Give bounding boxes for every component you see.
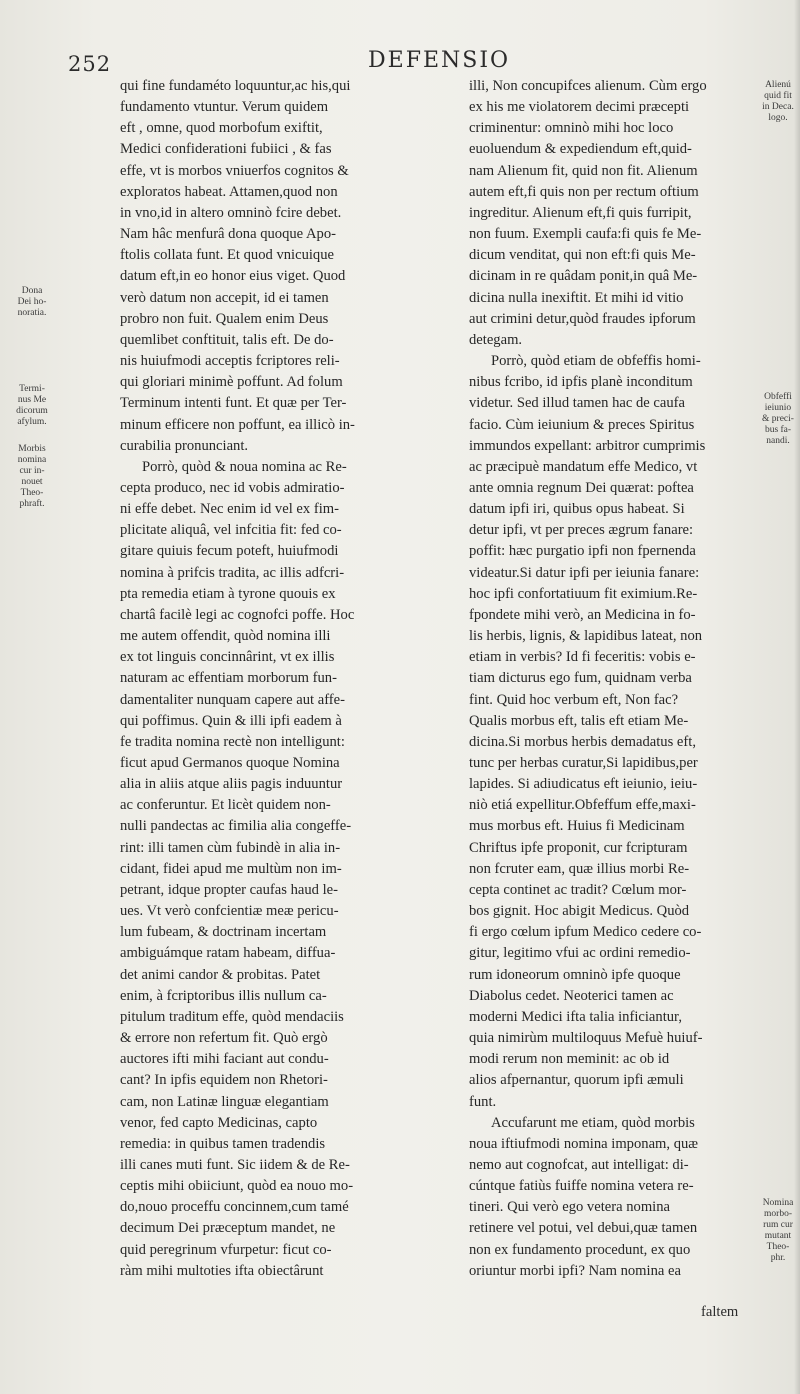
text-line: remedia: in quibus tamen tradendis: [120, 1135, 326, 1152]
margin-note-line: Theo-: [766, 1242, 790, 1252]
text-line: Porrò, quòd etiam de obfeffis homi-: [491, 353, 701, 370]
margin-note-line: Morbis: [18, 444, 46, 454]
text-line: criminentur: omninò mihi hoc loco: [469, 120, 674, 137]
text-line: dicina nulla inexiftit. Et mihi id vitio: [469, 289, 684, 306]
margin-note-line: phr.: [770, 1253, 786, 1263]
text-line: do,nouo proceffu concinnem,cum tamé: [120, 1199, 349, 1216]
text-line: cidant, fidei apud me multùm non im-: [120, 860, 342, 877]
text-line: Nam hâc menfurâ dona quoque Apo-: [120, 226, 336, 243]
margin-note-line: ieiunio: [764, 403, 792, 413]
text-line: eft , omne, quod morbofum exiftit,: [120, 120, 323, 137]
margin-note-line: Termi-: [19, 384, 45, 394]
text-line: nam Alienum fit, quid non fit. Alienum: [469, 162, 698, 179]
text-line: oriuntur morbi ipfi? Nam nomina ea: [469, 1262, 681, 1279]
text-line: immundos expellant: arbitror cumprimis: [469, 437, 706, 454]
text-line: damentaliter nunquam capere aut affe-: [120, 691, 346, 708]
text-line: tunc per herbas curatur,Si lapidibus,per: [469, 755, 698, 771]
text-line: tineri. Qui verò ego vetera nomina: [469, 1199, 670, 1216]
text-line: illi canes muti funt. Sic iidem & de Re-: [120, 1156, 350, 1173]
margin-note-morbis: [6, 444, 58, 510]
text-line: ràm mihi multoties ifta obiectârunt: [120, 1262, 324, 1279]
text-line: euoluendum & expediendum eft,quid-: [469, 141, 692, 158]
text-line: & errore non refertum fit. Quò ergò: [120, 1030, 328, 1047]
margin-note-line: & preci-: [762, 414, 794, 424]
text-line: alios afpernantur, quorum ipfi æmuli: [469, 1072, 684, 1089]
text-line: Porrò, quòd & noua nomina ac Re-: [142, 458, 347, 475]
text-line: ex his me violatorem decimi præcepti: [469, 99, 690, 116]
text-line: ficut apud Germanos quoque Nomina: [120, 755, 340, 771]
text-line: cúntque fatiùs fuiffe nomina vetera re-: [469, 1178, 694, 1195]
text-line: ambiguámque ratam habeam, diffua-: [120, 945, 336, 962]
text-line: hoc ipfi confortatiuum fit eximium.Re-: [469, 585, 698, 602]
margin-note-line: morbo-: [764, 1209, 792, 1219]
text-line: lis herbis, lignis, & lapidibus lateat, non: [469, 628, 703, 645]
text-line: lapides. Si adiudicatus eft ieiunio, ieiu-: [469, 776, 698, 793]
text-line: ac conferuntur. Et licèt quidem non-: [120, 797, 331, 814]
margin-note-line: logo.: [768, 113, 788, 123]
margin-note-line: afylum.: [17, 417, 47, 427]
margin-note-line: phraft.: [19, 499, 45, 509]
text-line: nulli pandectas ac fimilia alia congeffe-: [120, 818, 352, 835]
text-line: retinere vel potui, vel debui,quæ tamen: [469, 1220, 698, 1237]
text-line: ingreditur. Alienum eft,fi quis furripit,: [469, 204, 692, 221]
text-line: decimum Dei præceptum mandet, ne: [120, 1220, 336, 1237]
text-line: non ex fundamento procedunt, ex quo: [469, 1241, 691, 1258]
text-line: Chriftus ipfe proponit, cur fcripturam: [469, 839, 688, 856]
margin-note-line: Theo-: [20, 488, 44, 498]
text-line: auctores ifti mihi faciant aut condu-: [120, 1051, 329, 1068]
text-line: nemo aut cognofcat, aut intelligat: di-: [469, 1156, 689, 1173]
text-line: quia nimirùm multiloquus Mefuè huiuf-: [469, 1030, 703, 1047]
text-line: videtur. Sed illud tamen hac de caufa: [469, 395, 685, 412]
catchword: faltem: [701, 1304, 739, 1320]
text-line: det animi candor & probitas. Patet: [120, 966, 321, 983]
text-line: enim, à fcriptoribus illis nullum ca-: [120, 987, 327, 1004]
running-title: DEFENSIO: [368, 48, 511, 73]
page-edge-shadow: [794, 0, 800, 1394]
text-line: ni effe debet. Nec enim id vel ex fim-: [120, 501, 339, 518]
text-line: alia in aliis atque aliis pagis induuntur: [120, 776, 343, 793]
margin-note-line: nouet: [21, 477, 43, 487]
left-text-column: [120, 76, 460, 1282]
text-line: Accufarunt me etiam, quòd morbis: [491, 1114, 695, 1131]
text-line: gitare quiuis fecum poteft, huiufmodi: [120, 543, 339, 560]
margin-note-line: nandi.: [766, 436, 790, 446]
text-line: etiam in verbis? Id fi feceritis: vobis e-: [469, 649, 696, 666]
margin-note-line: in Deca.: [762, 102, 794, 112]
text-line: petrant, idque propter caufas haud le-: [120, 881, 339, 898]
text-line: qui gloriari minimè poffunt. Ad folum: [120, 374, 343, 391]
margin-note-line: quid fit: [764, 91, 792, 101]
text-line: curabilia pronunciant.: [120, 437, 249, 454]
margin-note-dona: [6, 286, 58, 319]
text-line: aut crimini detur,quòd fraudes ipforum: [469, 310, 696, 327]
margin-note-line: rum cur: [763, 1220, 793, 1230]
margin-note-line: Obfeffi: [764, 392, 792, 402]
text-line: tiam dicturus ego fum, quidnam verba: [469, 670, 692, 687]
text-line: effe, vt is morbos vniuerfos cognitos &: [120, 162, 349, 179]
text-line: niò etiá expellitur.Obfeffum effe,maxi-: [469, 797, 696, 814]
text-line: fi ergo cœlum ipfum Medico cedere co-: [469, 924, 702, 941]
text-line: fundamento vtuntur. Verum quidem: [120, 99, 329, 116]
text-line: quemlibet conftituit, talis eft. De do-: [120, 331, 334, 348]
margin-note-line: nus Me: [17, 395, 47, 405]
right-text-column: [469, 76, 747, 1282]
text-line: pta remedia etiam à tyrone quouis ex: [120, 585, 336, 602]
text-line: dicinam in re quâdam ponit,in quâ Me-: [469, 268, 698, 285]
text-line: detegam.: [469, 331, 523, 348]
text-line: nibus fcribo, id ipfis planè inconditum: [469, 374, 693, 391]
text-line: ex tot linguis concinnârint, vt ex illis: [120, 649, 335, 666]
text-line: exploratos habeat. Attamen,quod non: [120, 183, 338, 200]
text-line: Diabolus cedet. Neoterici tamen ac: [469, 987, 674, 1004]
margin-note-line: bus fa-: [764, 425, 792, 435]
margin-note-obsessi: [760, 392, 796, 447]
text-line: chartâ facilè legi ac cognofci poffe. Hoc: [120, 606, 355, 623]
text-line: qui poffimus. Quin & illi ipfi eadem à: [120, 712, 342, 729]
margin-note-line: nomina: [17, 455, 47, 465]
text-line: dicina.Si morbus herbis demadatus eft,: [469, 733, 696, 750]
text-line: ceptis mihi obiiciunt, quòd ea nouo mo-: [120, 1178, 354, 1195]
margin-note-line: cur in-: [19, 466, 45, 476]
text-line: cepta continet ac tradit? Cœlum mor-: [469, 881, 687, 898]
text-line: moderni Medici ifta talia inficiantur,: [469, 1008, 682, 1025]
text-line: facio. Cùm ieiunium & preces Spiritus: [469, 416, 695, 433]
margin-note-line: Alienú: [765, 80, 791, 90]
text-line: poffit: hæc purgatio ipfi non fpernenda: [469, 543, 696, 560]
text-line: funt.: [469, 1093, 497, 1110]
text-line: pitulum traditum effe, quòd mendaciis: [120, 1008, 344, 1025]
text-line: ues. Vt verò confcientiæ meæ pericu-: [120, 903, 339, 920]
text-line: fe tradita nomina rectè non intelligunt:: [120, 733, 345, 750]
text-line: autem eft,fi quis non per rectum oftium: [469, 183, 699, 200]
text-line: verò datum non accepit, id ei tamen: [120, 289, 329, 306]
margin-note-termini: [6, 384, 58, 428]
text-line: bos gignit. Hoc abigit Medicus. Quòd: [469, 903, 690, 920]
text-line: non fuum. Exempli caufa:fi quis fe Me-: [469, 226, 702, 243]
text-line: naturam ac effentiam morborum fun-: [120, 670, 337, 687]
margin-note-line: Nomina: [762, 1198, 794, 1208]
text-line: Qualis morbus eft, talis eft etiam Me-: [469, 712, 689, 729]
text-line: lum fubeam, & doctrinam incertam: [120, 924, 327, 941]
text-line: cepta produco, nec id vobis admiratio-: [120, 479, 345, 496]
text-line: rum idoneorum omninò ipfe quoque: [469, 966, 681, 983]
text-line: modi rerum non meminit: ac ob id: [469, 1051, 670, 1068]
margin-note-alienum: [760, 80, 796, 124]
text-line: cam, non Latinæ linguæ elegantiam: [120, 1093, 329, 1110]
text-line: noua iftiufmodi nomina imponam, quæ: [469, 1135, 699, 1152]
margin-note-nomina: [760, 1198, 796, 1264]
margin-note-line: Dona: [21, 286, 43, 296]
text-line: in vno,id in altero omninò fcire debet.: [120, 204, 342, 221]
text-line: quid peregrinum vfurpetur: ficut co-: [120, 1241, 332, 1258]
text-line: qui fine fundaméto loquuntur,ac his,qui: [120, 78, 351, 94]
margin-note-line: mutant: [764, 1231, 792, 1241]
margin-note-line: dicorum: [16, 406, 48, 416]
text-line: datum eft,in eo honor eius viget. Quod: [120, 268, 346, 285]
page-header: [0, 44, 800, 78]
text-line: illi, Non concupifces alienum. Cùm ergo: [469, 78, 707, 94]
text-line: plicitate aliquâ, vel infcitia fit: fed co-: [120, 522, 342, 539]
margin-note-line: Dei ho-: [17, 297, 47, 307]
text-line: rint: illi tamen cùm fubindè in alia in-: [120, 839, 341, 856]
text-line: fpondete mihi verò, an Medicina in fo-: [469, 606, 696, 623]
text-line: ante omnia regnum Dei quærat: poftea: [469, 479, 694, 496]
text-line: minum efficere non poffunt, ea illicò in-: [120, 416, 355, 433]
page-number: 252: [68, 52, 112, 76]
text-line: mus morbus eft. Huius fi Medicinam: [469, 818, 685, 835]
text-line: videatur.Si datur ipfi per ieiunia fanare:: [469, 564, 700, 581]
text-line: ac præcipuè mandatum effe Medico, vt: [469, 458, 698, 475]
text-line: detur ipfi, vt per preces ægrum fanare:: [469, 522, 694, 539]
text-line: non fcruter eam, quæ illius morbi Re-: [469, 860, 690, 877]
text-line: venor, fed capto Medicinas, capto: [120, 1114, 318, 1131]
text-line: dicum venditat, qui non eft:fi quis Me-: [469, 247, 696, 264]
text-line: ftolis collata funt. Et quod vnicuique: [120, 247, 334, 264]
text-line: probro non fuit. Qualem enim Deus: [120, 310, 329, 327]
text-line: nis huiufmodi acceptis fcriptores reli-: [120, 353, 340, 370]
text-line: me autem offendit, quòd nomina illi: [120, 628, 331, 645]
text-line: datum ipfi iri, quibus opus habeat. Si: [469, 501, 685, 518]
text-line: Terminum intenti funt. Et quæ per Ter-: [120, 395, 347, 412]
text-line: nomina à prifcis tradita, ac illis adfcri-: [120, 564, 345, 581]
text-line: gitur, legitimo vfui ac ordini remedio-: [469, 945, 691, 962]
text-line: Medici confiderationi fubiici , & fas: [120, 141, 332, 158]
margin-note-line: noratia.: [17, 308, 47, 318]
text-line: fint. Quid hoc verbum eft, Non fac?: [469, 691, 679, 708]
text-line: cant? In ipfis equidem non Rhetori-: [120, 1072, 328, 1089]
